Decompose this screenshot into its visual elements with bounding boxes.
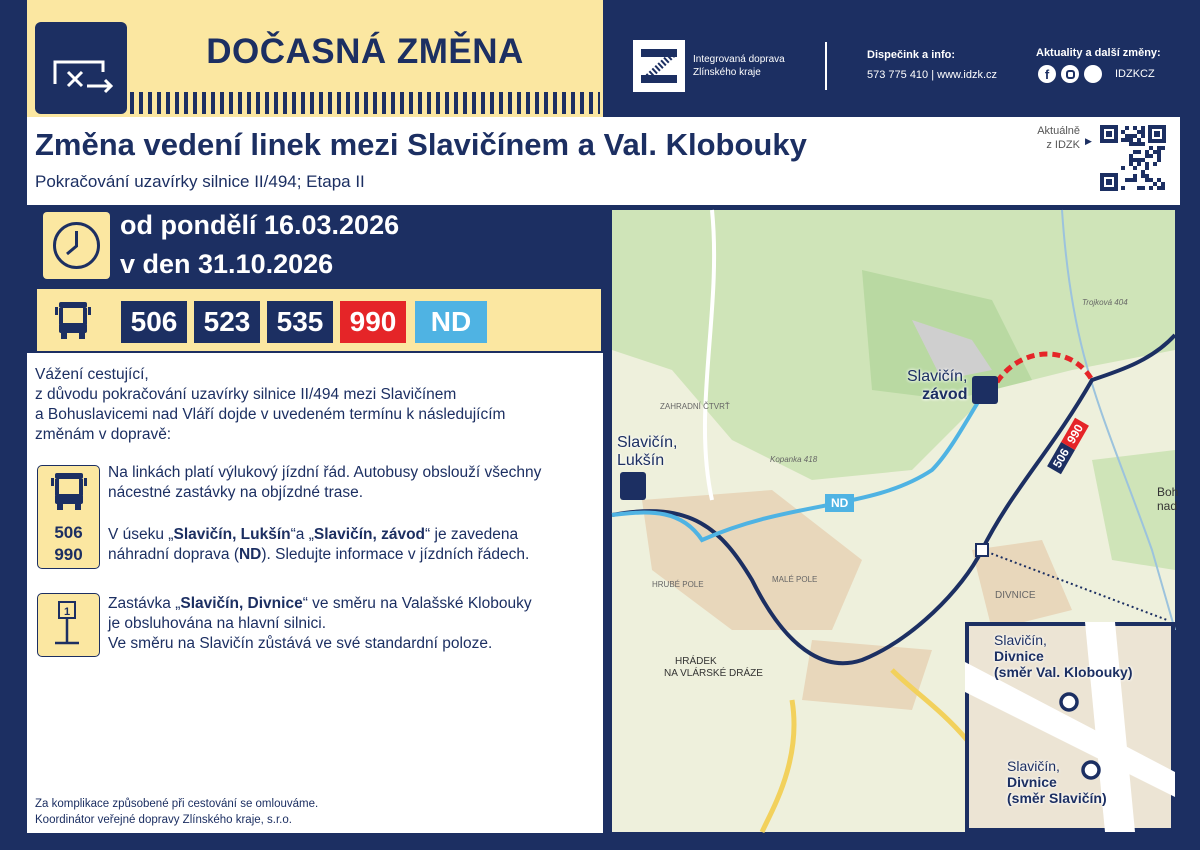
t: Zastávka „ xyxy=(108,595,181,612)
map-label: NA VLÁRSKÉ DRÁZE xyxy=(664,668,763,679)
qr-label-line2: z IDZK xyxy=(1046,139,1080,151)
bus-info-box xyxy=(37,465,100,569)
dispatch-label: Dispečink a info: xyxy=(867,49,956,61)
date-to: v den 31.10.2026 xyxy=(120,249,334,279)
qr-code[interactable] xyxy=(1097,122,1169,194)
t: V úseku „ xyxy=(108,526,174,543)
inset-map-divnice[interactable] xyxy=(965,622,1175,832)
map-label: MALÉ POLE xyxy=(772,575,818,584)
org-line2: Zlínského kraje xyxy=(693,67,761,78)
dispatch-contact[interactable]: 573 775 410 | www.idzk.cz xyxy=(867,69,998,81)
nd-route-label: ND xyxy=(825,494,854,512)
facebook-icon[interactable]: f xyxy=(1038,65,1056,83)
intro-line: a Bohuslavicemi nad Vláří dojde v uvedeném termínu k následujícím xyxy=(35,406,506,423)
map-label: Kopanka 418 xyxy=(770,455,818,464)
t: “ ve směru na Valašské Klobouky xyxy=(302,595,532,612)
t: Slavičín, xyxy=(617,434,678,451)
t: Divnice xyxy=(994,648,1044,664)
social-icons xyxy=(1038,65,1155,83)
line-number: 990 xyxy=(54,545,83,564)
t: “ je zavedena xyxy=(425,526,519,543)
news-label: Aktuality a další změny: xyxy=(1036,47,1161,59)
line-badge-ND: ND xyxy=(415,301,487,343)
line-badge-990: 990 xyxy=(340,301,406,343)
stripe-decoration xyxy=(130,92,600,114)
t: (směr Val. Klobouky) xyxy=(994,664,1133,680)
org-line1: Integrovaná doprava xyxy=(693,54,785,65)
text-line: je obsluhována na hlavní silnici. xyxy=(108,615,326,632)
route-change-icon xyxy=(35,22,127,114)
text-line: Na linkách platí výlukový jízdní řád. Autobusy obslouží všechny xyxy=(108,464,542,481)
line-badge-535: 535 xyxy=(267,301,333,343)
line-506-label: 506 xyxy=(1047,442,1075,474)
stop-name: Slavičín, Lukšín xyxy=(173,526,291,543)
map-label: DIVNICE xyxy=(995,590,1036,601)
footer-line: Koordinátor veřejné dopravy Zlínského kraje, s.r.o. xyxy=(35,814,292,826)
t: (směr Slavičín) xyxy=(1007,790,1107,806)
stop-label-zavod xyxy=(907,368,967,404)
date-from: od pondělí 16.03.2026 xyxy=(120,210,400,240)
greeting: Vážení cestující, xyxy=(35,366,149,383)
map-label: Boh nad xyxy=(1157,485,1179,513)
t: náhradní doprava ( xyxy=(108,546,239,563)
instagram-icon[interactable] xyxy=(1061,65,1079,83)
social-icon[interactable] xyxy=(1084,65,1102,83)
bus-icon xyxy=(51,299,95,343)
map-label: ZAHRADNÍ ČTVRŤ xyxy=(660,402,730,411)
stop-info-text xyxy=(108,594,532,654)
inset-stop-label-b xyxy=(1007,758,1107,806)
intro-line: z důvodu pokračování uzavírky silnice II/494 mezi Slavičínem xyxy=(35,386,457,403)
bus-stop-icon[interactable] xyxy=(972,376,998,404)
line-badge-506: 506 xyxy=(121,301,187,343)
t: Slavičín, xyxy=(907,368,968,385)
bus-stop-icon[interactable] xyxy=(620,472,646,500)
t: Slavičín, xyxy=(1007,758,1060,774)
line-number: 506 xyxy=(54,523,83,542)
svg-text:1: 1 xyxy=(63,606,71,618)
clock-icon xyxy=(43,212,110,279)
arrow-right-icon: ▶ xyxy=(1085,136,1092,146)
t: závod xyxy=(922,386,968,403)
footer-line: Za komplikace způsobené při cestování se omlouváme. xyxy=(35,798,319,810)
line-990-label: 990 xyxy=(1061,418,1089,450)
bus-stop-icon xyxy=(38,594,98,654)
affected-lines xyxy=(35,287,603,353)
nd-abbr: ND xyxy=(238,546,262,563)
map-label: Trojková 404 xyxy=(1082,298,1128,307)
t: ). Sledujte informace v jízdních řádech. xyxy=(261,546,530,563)
line-badge-523: 523 xyxy=(194,301,260,343)
bus-icon xyxy=(47,470,91,514)
text-line: Ve směru na Slavičín zůstává ve své standardní poloze. xyxy=(108,635,493,652)
org-name xyxy=(693,53,785,79)
map-label: HRÁDEK xyxy=(675,656,717,667)
footer-note xyxy=(35,796,318,828)
t: “a „ xyxy=(290,526,314,543)
stop-name: Slavičín, závod xyxy=(313,526,426,543)
text-line xyxy=(108,525,541,545)
inset-stop-label-a xyxy=(994,632,1132,680)
qr-label xyxy=(1010,124,1080,152)
text-line xyxy=(108,594,532,614)
t: Divnice xyxy=(1007,774,1057,790)
intro-text xyxy=(35,365,505,445)
page-subtitle: Pokračování uzavírky silnice II/494; Etapa II xyxy=(35,172,365,191)
text-line: nácestné zastávky na objízdné trase. xyxy=(108,484,364,501)
idzk-logo xyxy=(633,40,685,92)
notice-title: DOČASNÁ ZMĚNA xyxy=(206,32,524,71)
qr-label-line1: Aktuálně xyxy=(1037,125,1080,137)
t: Slavičín, xyxy=(994,632,1047,648)
stop-name: Slavičín, Divnice xyxy=(180,595,303,612)
social-handle: IDZKCZ xyxy=(1115,68,1155,80)
map-label: HRUBÉ POLE xyxy=(652,580,704,589)
intro-line: změnám v dopravě: xyxy=(35,426,172,443)
t: Lukšín xyxy=(617,452,665,469)
stop-label-luksin xyxy=(617,434,677,470)
stop-info-box xyxy=(37,593,100,657)
bus-info-text xyxy=(108,463,541,565)
text-line xyxy=(108,545,541,565)
divider xyxy=(825,42,827,90)
page-title: Změna vedení linek mezi Slavičínem a Val. Klobouky xyxy=(35,127,807,162)
